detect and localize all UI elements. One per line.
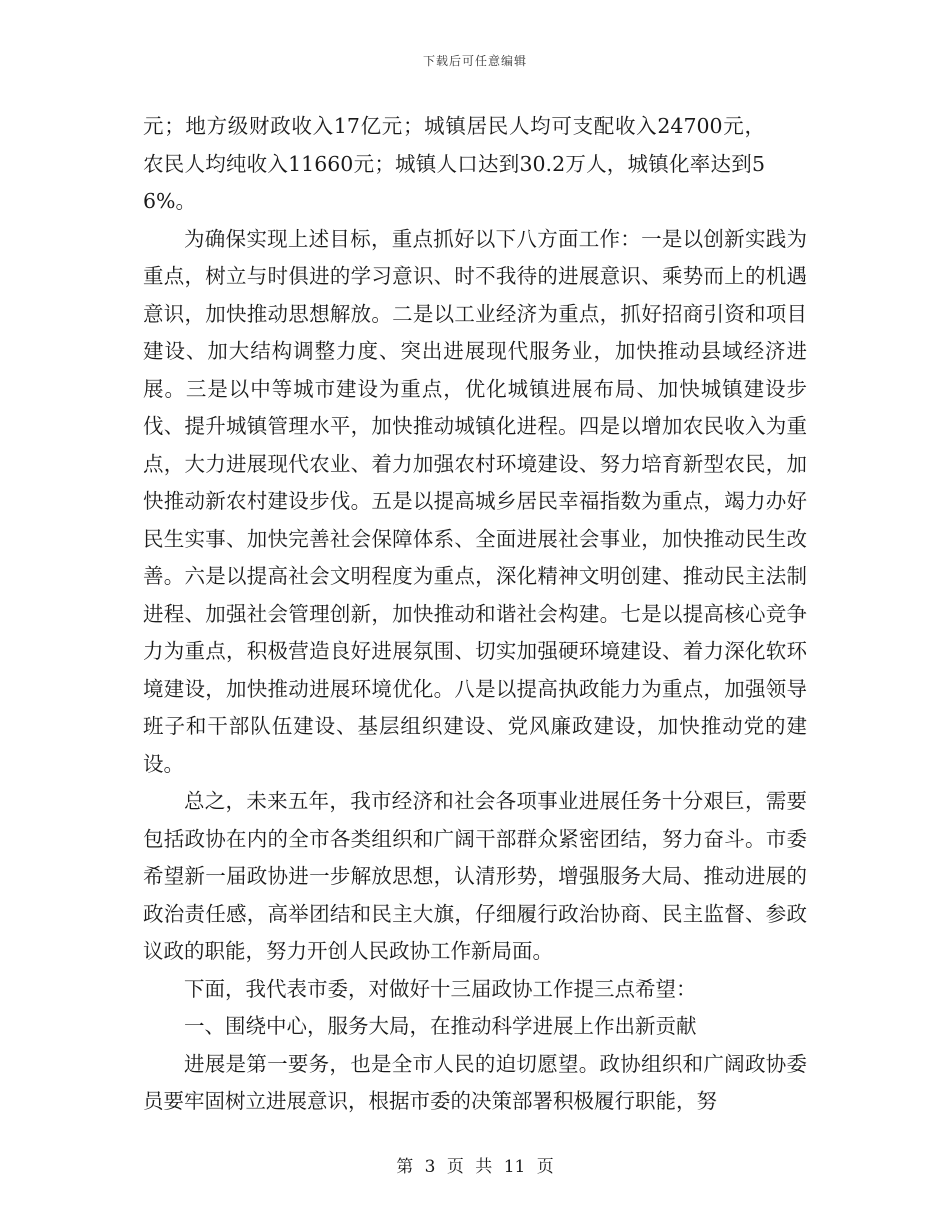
page-header: 下载后可任意编辑 bbox=[422, 54, 527, 68]
section-heading-one: 一、围绕中心，服务大局，在推动科学进展上作出新贡献 bbox=[184, 1014, 697, 1038]
paragraph-eight-tasks: 为确保实现上述目标，重点抓好以下八方面工作：一是以创新实践为重点，树立与时俱进的学习意识、时不我待的进展意识、乘势而上的机遇意识，加快推动思想解放。二是以工业经济为重点，抓好招商引资和项目建设、加大结构调整力度、突出进展现代服务业，加快推动县域经济进展。三是以中等城市建设为重点，优化城镇进展布局、加快城镇建设步伐、提升城镇管理水平，加快推动城镇化进程。四是以增加农民收入为重点，大力进展现代农业、着力加强农村环境建设、努力培育新型农民，加快推动新农村建设步伐。五是以提高城乡居民幸福指数为重点，竭力办好民生实事、加快完善社会保障体系、全面进展社会事业，加快推动民生改善。六是以提高社会文明程度为重点，深化精神文明创建、推动民主法制进程、加强社会管理创新，加快推动和谐社会构建。七是以提高核心竞争力为重点，积极营造良好进展氛围、切实加强硬环境建设、着力深化软环境建设，加快推动进展环境优化。八是以提高执政能力为重点，加强领导班子和干部队伍建设、基层组织建设、党风廉政建设，加快推动党的建设。 bbox=[143, 226, 807, 776]
paragraph-development: 进展是第一要务，也是全市人民的迫切愿望。政协组织和广阔政协委员要牢固树立进展意识，根据市委的决策部署积极履行职能，努 bbox=[143, 1051, 807, 1113]
paragraph-summary: 总之，未来五年，我市经济和社会各项事业进展任务十分艰巨，需要包括政协在内的全市各类组织和广阔干部群众紧密团结，努力奋斗。市委希望新一届政协进一步解放思想，认清形势，增强服务大局、推动进展的政治责任感，高举团结和民主大旗，仔细履行政治协商、民主监督、参政议政的职能，努力开创人民政协工作新局面。 bbox=[143, 789, 807, 963]
page-number-footer: 第 3 页 共 11 页 bbox=[396, 1157, 554, 1177]
paragraph-targets-continued: 元；地方级财政收入17亿元；城镇居民人均可支配收入24700元，农民人均纯收入11660元；城镇人口达到30.2万人，城镇化率达到56%。 bbox=[143, 114, 765, 213]
document-body bbox=[143, 108, 807, 1121]
paragraph-three-hopes-intro: 下面，我代表市委，对做好十三届政协工作提三点希望： bbox=[184, 976, 697, 1001]
